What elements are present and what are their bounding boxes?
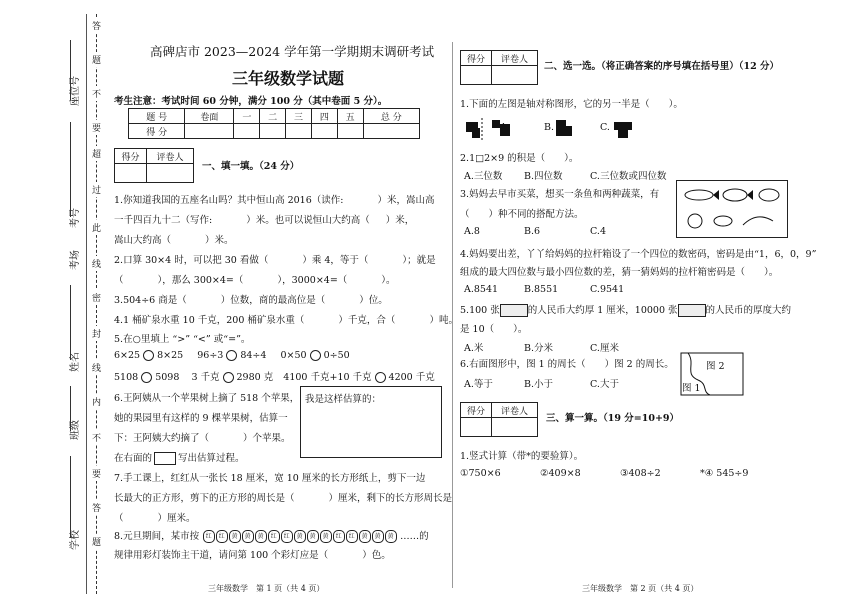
option-c-label: C.	[600, 122, 610, 133]
grader-reviewer-cell[interactable]	[492, 418, 538, 437]
lantern-icon: 红	[281, 530, 293, 543]
s2-q2: 2.1□2×9 的积是（ ）。	[460, 153, 579, 164]
score-header-cell: 三	[286, 109, 312, 124]
compare-circle[interactable]	[141, 372, 152, 383]
seal-char: 此	[91, 220, 102, 235]
score-header-cell: 一	[234, 109, 260, 124]
q7-line3: （ ）厘米。	[114, 513, 196, 524]
q3-line: 3.504÷6 商是（ ）位数，商的最高位是（ ）位。	[114, 295, 388, 306]
exam-room-label: 考场	[70, 250, 81, 270]
seal-char: 封	[91, 326, 102, 341]
calc-item-3: ③408÷2	[620, 468, 661, 479]
score-header-cell: 总 分	[363, 109, 419, 124]
seal-char: 不	[91, 430, 102, 445]
s2-q5-opt-c: C.厘米	[590, 343, 619, 354]
s2-q5-opt-b: B.分米	[524, 343, 554, 354]
q4-line: 4.1 桶矿泉水重 10 千克，200 桶矿泉水重（ ）千克，合（ ）吨。	[114, 315, 458, 326]
q8-line1: 8.元旦期间，某市按 红 红 黄 黄 黄 红 红 黄 黄 黄 红 红 黄 黄 黄 ……的	[114, 531, 429, 542]
score-header-cell: 二	[260, 109, 286, 124]
seal-char: 要	[91, 466, 102, 481]
s2-q3-line2: （ ）种不同的搭配方法。	[460, 209, 584, 220]
seat-number-field[interactable]	[70, 40, 71, 100]
fish-vegetables-icon	[677, 181, 787, 237]
grader-reviewer-cell[interactable]	[492, 66, 538, 85]
q5-row1: 6×25 8×25 96÷3 84÷4 0×50 0÷50	[114, 350, 350, 361]
footer-right: 三年级数学 第 2 页（共 4 页）	[582, 584, 699, 593]
binding-solid-line	[86, 14, 87, 594]
s2-q5-line1: 5.100 张 的人民币大约厚 1 厘米，10000 张 的人民币的厚度大约	[460, 305, 792, 316]
s2-q6: 6.右面图形中，图 1 的周长（ ）图 2 的周长。	[460, 359, 674, 370]
seal-char: 题	[91, 534, 102, 549]
compare-circle[interactable]	[143, 350, 154, 361]
figure-2-label: 图 2	[706, 361, 725, 372]
score-cell[interactable]	[286, 124, 312, 139]
option-a-label: A.	[500, 122, 510, 133]
s2-q4-opt-c: C.9541	[590, 284, 625, 295]
grader-reviewer-label: 评卷人	[492, 403, 538, 418]
score-cell[interactable]	[337, 124, 363, 139]
exam-number-label: 考号	[70, 208, 81, 228]
banknote-icon	[678, 304, 706, 317]
s2-q4-opt-a: A.8541	[464, 284, 499, 295]
s2-q5-opt-a: A.米	[464, 343, 484, 354]
calc-item-1: ①750×6	[460, 468, 501, 479]
lantern-icon: 黄	[229, 530, 241, 543]
score-header-cell: 题 号	[129, 109, 185, 124]
perimeter-figure	[680, 352, 744, 396]
lantern-icon: 红	[216, 530, 228, 543]
seal-char: 超	[91, 146, 102, 161]
score-header-cell: 四	[311, 109, 337, 124]
page-divider	[452, 42, 453, 588]
grader-score-label: 得分	[115, 149, 147, 164]
score-row-label: 得 分	[129, 124, 185, 139]
grader-box-2	[460, 50, 538, 85]
name-field[interactable]	[70, 285, 71, 360]
seal-char: 线	[91, 360, 102, 375]
grader-reviewer-label: 评卷人	[146, 149, 193, 164]
q8-line2: 规律用彩灯装饰主干道，请问第 100 个彩灯应是（ ）色。	[114, 550, 391, 561]
lantern-icon: 红	[268, 530, 280, 543]
compare-circle[interactable]	[223, 372, 234, 383]
score-cell[interactable]	[185, 124, 234, 139]
class-field[interactable]	[70, 386, 71, 431]
exam-number-field[interactable]	[70, 122, 71, 217]
compare-circle[interactable]	[310, 350, 321, 361]
lantern-icon: 黄	[320, 530, 332, 543]
lantern-sequence	[202, 531, 400, 542]
lantern-icon: 黄	[359, 530, 371, 543]
lantern-icon: 红	[346, 530, 358, 543]
s2-q3-opt-a: A.8	[464, 226, 480, 237]
score-cell[interactable]	[311, 124, 337, 139]
lantern-icon: 黄	[385, 530, 397, 543]
compare-circle[interactable]	[226, 350, 237, 361]
s2-q3-opt-c: C.4	[590, 226, 606, 237]
paper-subtitle: 三年级数学试题	[232, 69, 345, 88]
seal-char: 要	[91, 120, 102, 135]
exam-title: 高碑店市 2023—2024 学年第一学期期末调研考试	[150, 44, 435, 59]
calculation-work-area[interactable]	[460, 486, 780, 570]
seal-char: 答	[91, 18, 102, 33]
seal-char: 答	[91, 500, 102, 515]
section3-title: 三、算一算。（19 分=10+9）	[546, 413, 680, 424]
q2-line2: （ ），那么 300×4=（ ），3000×4=（ ）。	[114, 275, 396, 286]
lantern-icon: 黄	[294, 530, 306, 543]
q6-line3: 下：王阿姨大约摘了（ ）个苹果。	[114, 433, 291, 444]
score-header-cell: 五	[337, 109, 363, 124]
grader-score-label: 得分	[461, 51, 492, 66]
estimation-box-label: 我是这样估算的：	[305, 394, 382, 405]
grader-score-cell[interactable]	[461, 418, 492, 437]
grader-reviewer-label: 评卷人	[492, 51, 538, 66]
calc-item-4: *④ 545÷9	[700, 468, 749, 479]
score-cell[interactable]	[234, 124, 260, 139]
exam-notice: 考生注意：考试时间 60 分钟，满分 100 分（其中卷面 5 分）。	[114, 96, 388, 107]
s2-q2-opt-b: B.四位数	[524, 171, 563, 182]
s2-q6-opt-b: B.小于	[524, 379, 554, 390]
name-label: 姓名	[70, 352, 81, 372]
lantern-icon: 黄	[255, 530, 267, 543]
s2-q1: 1.下面的左图是轴对称图形，它的另一半是（ ）。	[460, 99, 683, 110]
grader-box-1	[114, 148, 194, 183]
section1-title: 一、填一填。（24 分）	[202, 161, 300, 172]
s2-q3-line1: 3.妈妈去早市买菜，想买一条鱼和两种蔬菜，有	[460, 189, 660, 200]
lantern-icon: 红	[333, 530, 345, 543]
left-half-figure	[466, 118, 482, 140]
s3-q1: 1.竖式计算（带*的要验算）。	[460, 451, 584, 462]
s2-q4-line1: 4.妈妈要出差，丫丫给妈妈的拉杆箱设了一个四位的数密码，密码是由“1，6，0，9”	[460, 249, 817, 260]
q6-line1: 6.王阿姨从一个苹果树上摘了 518 个苹果，	[114, 393, 300, 404]
option-b-figure[interactable]	[556, 120, 572, 136]
estimation-box[interactable]	[300, 386, 442, 458]
s2-q4-line2: 组成的最大四位数与最小四位数的差，猜一猜妈妈的拉杆箱密码是（ ）。	[460, 267, 779, 278]
class-label: 班级	[70, 420, 81, 440]
lantern-icon: 红	[203, 530, 215, 543]
q7-line2: 长最大的正方形，剪下的正方形的周长是（ ）厘米，剩下的长方形周长是	[114, 493, 453, 504]
q5-prompt: 5.在○里填上 “>” “<” 或“=”。	[114, 334, 251, 345]
school-field[interactable]	[70, 456, 71, 538]
score-table	[128, 108, 420, 139]
seal-char: 过	[91, 182, 102, 197]
lantern-icon: 黄	[372, 530, 384, 543]
grader-reviewer-cell[interactable]	[146, 164, 193, 183]
seal-char: 题	[91, 52, 102, 67]
figure-1-label: 图 1	[682, 383, 701, 394]
s2-q4-opt-b: B.8551	[524, 284, 559, 295]
fish-vegetables-picture	[676, 180, 788, 238]
q1-line1: 1.你知道我国的五座名山吗？其中恒山高 2016（读作: ）米，嵩山高	[114, 195, 435, 206]
q6-line2: 她的果园里有这样的 9 棵苹果树，估算一	[114, 413, 288, 424]
score-cell[interactable]	[260, 124, 286, 139]
s2-q6-opt-c: C.大于	[590, 379, 619, 390]
seal-char: 线	[91, 256, 102, 271]
grader-box-3	[460, 402, 538, 437]
score-header-cell: 卷面	[185, 109, 234, 124]
lantern-icon: 黄	[307, 530, 319, 543]
seal-char: 内	[91, 394, 102, 409]
q7-line1: 7.手工课上，红红从一张长 18 厘米，宽 10 厘米的长方形纸上，剪下一边	[114, 473, 426, 484]
calc-item-2: ②409×8	[540, 468, 581, 479]
grader-score-label: 得分	[461, 403, 492, 418]
section2-title: 二、选一选。（将正确答案的序号填在括号里）（12 分）	[544, 61, 780, 72]
seal-char: 密	[91, 290, 102, 305]
seat-number-label: 座位号	[70, 76, 81, 106]
s2-q2-opt-a: A.三位数	[464, 171, 503, 182]
s2-q3-opt-b: B.6	[524, 226, 541, 237]
banknote-icon	[500, 304, 528, 317]
option-c-figure[interactable]	[614, 122, 632, 138]
option-b-label: B.	[544, 122, 555, 133]
school-label: 学校	[70, 530, 81, 550]
grader-score-cell[interactable]	[115, 164, 147, 183]
q2-line1: 2.口算 30×4 时，可以把 30 看做（ ）乘 4，等于（ ）；就是	[114, 255, 436, 266]
compare-circle[interactable]	[375, 372, 386, 383]
s2-q5-line2: 是 10（ ）。	[460, 324, 528, 335]
lantern-icon: 黄	[242, 530, 254, 543]
seal-char: 不	[91, 86, 102, 101]
q1-line2: 一千四百九十二（写作: ）米。也可以说恒山大约高（ ）米，	[114, 215, 415, 226]
s2-q2-opt-c: C.三位数或四位数	[590, 171, 667, 182]
score-cell[interactable]	[363, 124, 419, 139]
footer-left: 三年级数学 第 1 页（共 4 页）	[208, 584, 325, 593]
s2-q6-opt-a: A.等于	[464, 379, 493, 390]
q6-line4: 在右面的 写出估算过程。	[114, 453, 245, 464]
q1-line3: 嵩山大约高（ ）米。	[114, 235, 234, 246]
grader-score-cell[interactable]	[461, 66, 492, 85]
q5-row2: 5108 5098 3 千克 2980 克 4100 千克+10 千克 4200 千克	[114, 372, 435, 383]
